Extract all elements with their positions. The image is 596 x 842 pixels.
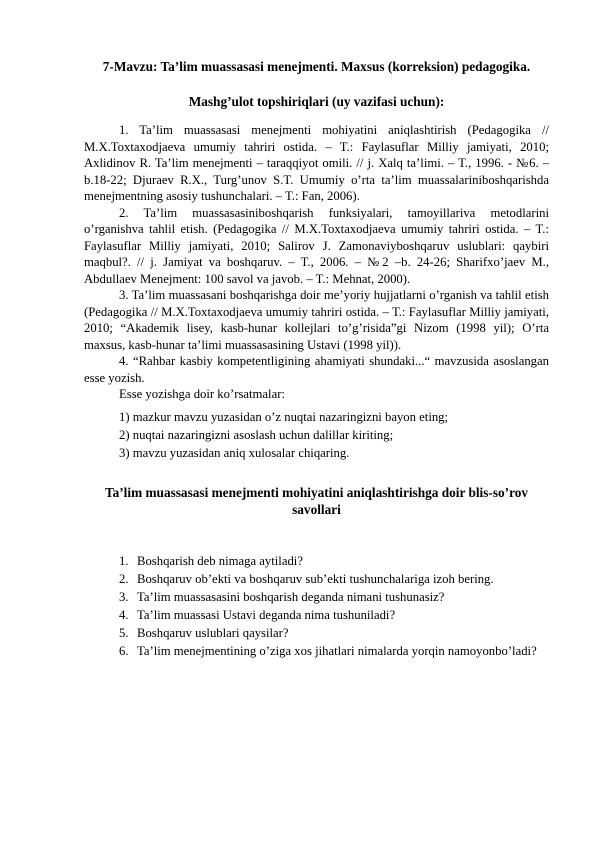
question-item <box>119 570 549 588</box>
essay-rule: 3) mavzu yuzasidan aniq xulosalar chiqaring. <box>119 445 350 460</box>
blis-section-title: Ta’lim muassasasi menejmenti mohiyatini aniqlashtirishga doir blis-so’rov savollari <box>104 484 529 517</box>
topic-title: 7-Mavzu: Ta’lim muassasasi menejmenti. Maxsus (korreksion) pedagogika. <box>102 59 531 74</box>
question-number: 1. <box>119 553 129 568</box>
question-number: 3. <box>119 589 129 604</box>
essay-rule: 1) mazkur mavzu yuzasidan o’z nuqtai nazaringizni bayon eting; <box>119 409 449 424</box>
document-page <box>84 58 549 660</box>
question-text: Boshqarish deb nimaga aytiladi? <box>137 553 303 568</box>
essay-guide-label: Esse yozishga doir ko’rsatmalar: <box>119 387 285 401</box>
question-item <box>119 624 549 642</box>
question-text: Boshqaruv uslublari qaysilar? <box>137 625 289 640</box>
task-paragraph: 3. Ta’lim muassasani boshqarishga doir me’yoriy hujjatlarni o’rganish va tahlil etish (Pedagogika // M.X.Toxtaxodjaeva umumiy tahriri ostida. – T.: Faylasuflar Milliy jamiyati, 2010; “Akademik lisey, kasb-hunar kollejlari to’g’risida”gi Nizom (1998 yil); O’rta maxsus, kasb-hunar ta’limi muassasasining Ustavi (1998 yil)). <box>84 288 549 352</box>
essay-rule: 2) nuqtai nazaringizni asoslash uchun dalillar kiriting; <box>119 427 394 442</box>
question-text: Ta’lim menejmentining o’ziga xos jihatlari nimalarda yorqin namoyonbo’ladi? <box>137 643 537 658</box>
question-text: Ta’lim muassasi Ustavi deganda nima tushuniladi? <box>137 607 396 622</box>
question-text: Ta’lim muassasasini boshqarish deganda nimani tushunasiz? <box>137 589 445 604</box>
question-number: 4. <box>119 607 129 622</box>
task-paragraph: 2. Ta’lim muassasasiniboshqarish funksiyalari, tamoyillariva metodlarini o’rganishva tahlil etish. (Pedagogika // M.X.Toxtaxodjaeva umumiy tahriri ostida. – T.: Faylasuflar Milliy jamiyati, 2010; Salirov J. Zamonaviyboshqaruv uslublari: qaybiri maqbul?. // j. Jamiyat va boshqaruv. – T., 2006. – №2 –b. 24-26; Sharifxo’jaev M., Abdullaev Menejment: 100 savol va javob. – T.: Mehnat, 2000). <box>84 205 549 286</box>
question-text: Boshqaruv ob’ekti va boshqaruv sub’ekti tushunchalariga izoh bering. <box>137 571 494 586</box>
task-list <box>84 122 549 386</box>
essay-rules-list <box>84 408 549 462</box>
question-number: 6. <box>119 643 129 658</box>
question-item <box>119 588 549 606</box>
question-item <box>119 552 549 570</box>
question-item <box>119 606 549 624</box>
question-number: 2. <box>119 571 129 586</box>
question-item <box>119 642 549 660</box>
task-paragraph: 4. “Rahbar kasbiy kompetentligining ahamiyati shundaki...“ mavzusida asoslangan esse yozish. <box>84 354 549 385</box>
task-paragraph: 1. Ta’lim muassasasi menejmenti mohiyatini aniqlashtirish (Pedagogika // M.X.Toxtaxodjaeva umumiy tahriri ostida. – T.: Faylasuflar Milliy jamiyati, 2010; Axlidinov R. Ta’lim menejmenti – taraqqiyot omili. // j. Xalq ta’limi. – T., 1996. - №6. –b.18-22; Djuraev R.X., Turg’unov S.T. Umumiy o’rta ta’lim muassalariniboshqarishda menejmentning asosiy tushunchalari. – T.: Fan, 2006). <box>84 123 549 203</box>
question-list <box>84 552 549 660</box>
question-number: 5. <box>119 625 129 640</box>
assignment-subtitle: Mashg’ulot topshiriqlari (uy vazifasi uchun): <box>188 94 445 109</box>
